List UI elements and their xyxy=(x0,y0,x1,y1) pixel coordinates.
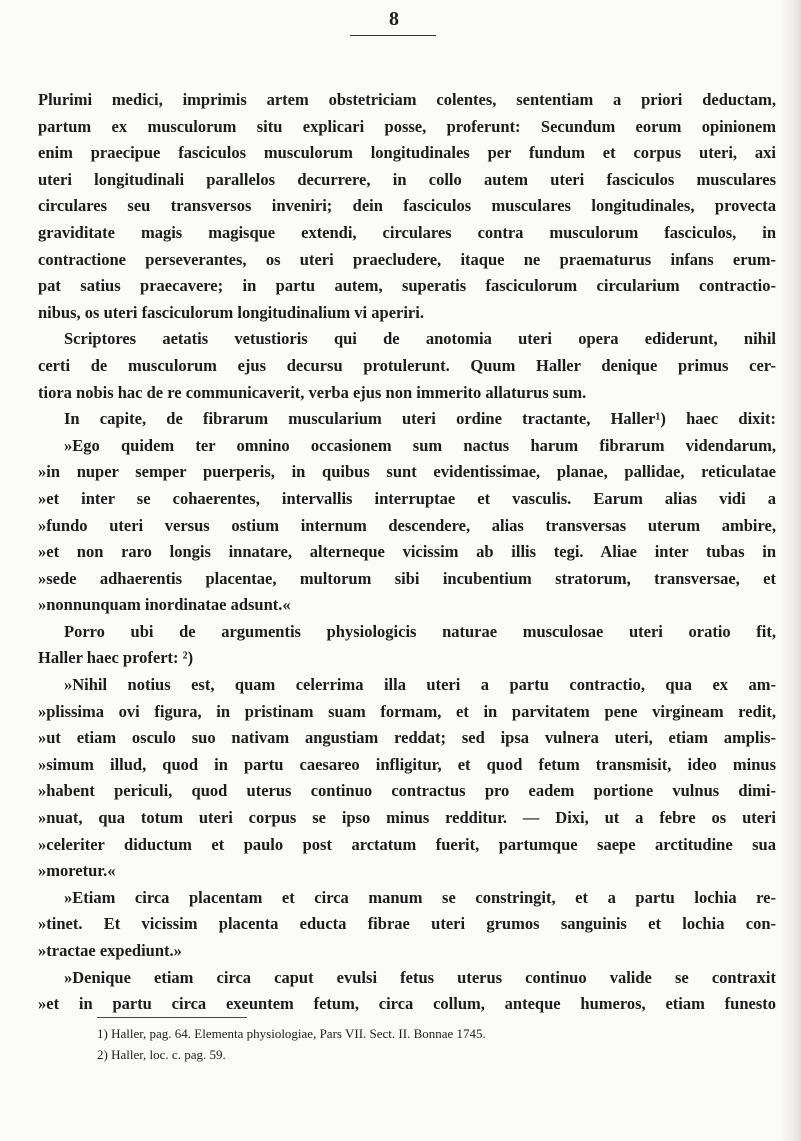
text-line: tiora nobis hac de re communicaverit, verba ejus non immerito allaturus sum. xyxy=(38,382,587,402)
page-number: 8 xyxy=(389,8,399,30)
text-line: »nonnunquam inordinatae adsunt.« xyxy=(38,595,291,615)
text-line: »et in partu circa exeuntem fetum, circa collum, anteque humeros, etiam funesto xyxy=(38,994,776,1014)
page-number-container xyxy=(364,6,424,32)
text-line: In capite, de fibrarum muscularium uteri ordine tractante, Haller¹) haec dixit: xyxy=(64,409,776,429)
text-line: Scriptores aetatis vetustioris qui de anotomia uteri opera ediderunt, nihil xyxy=(64,329,776,349)
text-line: pat satius praecavere; in partu autem, superatis fasciculorum circularium contractio- xyxy=(38,276,776,296)
text-line: »Nihil notius est, quam celerrima illa uteri a partu contractio, qua ex am- xyxy=(64,675,776,695)
text-line: »sede adhaerentis placentae, multorum sibi incubentium stratorum, transversae, et xyxy=(38,568,776,588)
text-line: »et non raro longis innatare, alterneque vicissim ab illis tegi. Aliae inter tubas in xyxy=(38,542,776,562)
text-line: circulares seu transversos inveniri; dein fasciculos musculares longitudinales, provecta xyxy=(38,196,776,216)
text-line: contractione perseverantes, os uteri praecludere, itaque ne praematurus infans erum- xyxy=(38,249,776,269)
text-line: »Ego quidem ter omnino occasionem sum nactus harum fibrarum videndarum, xyxy=(64,435,776,455)
text-line: partum ex musculorum situ explicari posse, proferunt: Secundum eorum opinionem xyxy=(38,116,776,136)
text-line: »simum illud, quod in partu caesareo infligitur, et quod fetum transmisit, ideo minus xyxy=(38,754,776,774)
text-line: uteri longitudinali parallelos decurrere, in collo autem uteri fasciculos musculares xyxy=(38,169,776,189)
text-line: »moretur.« xyxy=(38,861,116,881)
text-line: »et inter se cohaerentes, intervallis interruptae et vasculis. Earum alias vidi a xyxy=(38,488,776,508)
text-line: Plurimi medici, imprimis artem obstetriciam colentes, sententiam a priori deductam, xyxy=(38,90,776,109)
text-line: »in nuper semper puerperis, in quibus sunt evidentissimae, planae, pallidae, reticulatae xyxy=(38,462,776,482)
text-line: Porro ubi de argumentis physiologicis naturae musculosae uteri oratio fit, xyxy=(64,621,776,641)
text-line: »fundo uteri versus ostium internum descendere, alias transversas uterum ambire, xyxy=(38,515,776,535)
text-line: »Etiam circa placentam et circa manum se constringit, et a partu lochia re- xyxy=(64,887,776,907)
text-line: nibus, os uteri fasciculorum longitudinalium vi aperiri. xyxy=(38,302,424,322)
text-line: »Denique etiam circa caput evulsi fetus uterus continuo valide se contraxit xyxy=(64,967,776,987)
page-number-rule xyxy=(350,35,436,36)
text-line: »celeriter diductum et paulo post arctatum fuerit, partumque saepe arctitudine sua xyxy=(38,834,776,854)
text-line: certi de musculorum ejus decursu protulerunt. Quum Haller denique primus cer- xyxy=(38,355,776,375)
text-line: »plissima ovi figura, in pristinam suam formam, et in parvitatem pene virgineam redit, xyxy=(38,701,776,721)
text-line: graviditate magis magisque extendi, circulares contra musculorum fasciculos, in xyxy=(38,222,776,242)
page-edge-shadow xyxy=(779,0,801,1141)
footnote: 2) Haller, loc. c. pag. 59. xyxy=(97,1047,226,1062)
footnotes xyxy=(97,1023,697,1065)
text-line: »tractae expediunt.» xyxy=(38,941,182,960)
text-line: »tinet. Et vicissim placenta educta fibrae uteri grumos sanguinis et lochia con- xyxy=(38,914,776,934)
footnote-rule xyxy=(97,1017,247,1018)
text-line: Haller haec profert: ²) xyxy=(38,648,194,668)
text-line: »habent periculi, quod uterus continuo contractus pro eadem portione vulnus dimi- xyxy=(38,781,776,801)
text-line: enim praecipue fasciculos musculorum longitudinales per fundum et corpus uteri, axi xyxy=(38,143,776,163)
body-text xyxy=(38,87,776,1018)
footnote: 1) Haller, pag. 64. Elementa physiologiae, Pars VII. Sect. II. Bonnae 1745. xyxy=(97,1026,486,1041)
text-line: »ut etiam osculo suo nativam angustiam reddat; sed ipsa vulnera uteri, etiam amplis- xyxy=(38,728,776,748)
text-line: »nuat, qua totum uteri corpus se ipso minus redditur. — Dixi, ut a febre os uteri xyxy=(38,808,776,828)
